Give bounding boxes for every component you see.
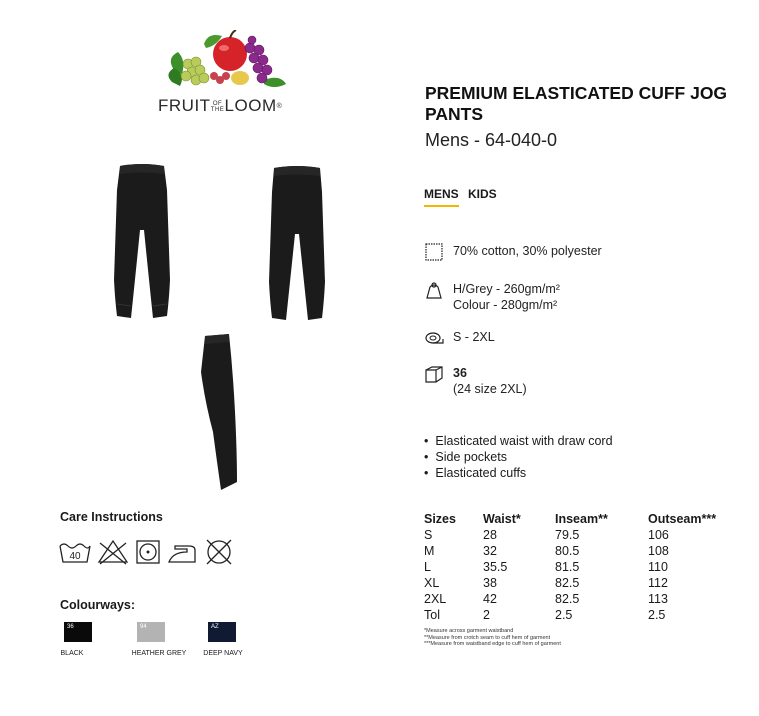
spec-weight: H/Grey - 260gm/m² Colour - 280gm/m² <box>424 280 744 314</box>
spec-fabric: 70% cotton, 30% polyester <box>424 242 744 262</box>
feature-list <box>424 433 613 481</box>
table-row: 2XL 42 82.5 113 <box>424 592 668 606</box>
list-item: • Elasticated waist with draw cord <box>424 433 613 449</box>
tape-measure-icon <box>424 328 444 348</box>
column-header: Waist* <box>483 512 521 526</box>
column-header: Outseam*** <box>648 512 717 526</box>
table-row: Tol 2 2.5 2.5 <box>424 608 666 622</box>
product-subtitle: Mens - 64-040-0 <box>425 130 558 150</box>
table-header-row <box>424 511 738 527</box>
size-table <box>424 511 738 623</box>
brand-wordmark: FRUIT OF THELOOM® <box>158 96 283 115</box>
no-dry-clean-icon <box>207 540 231 564</box>
product-title: PREMIUM ELASTICATED CUFF JOG PANTS <box>425 83 728 124</box>
care-icons <box>59 538 239 568</box>
product-front-image <box>113 160 171 320</box>
care-title: Care Instructions <box>60 510 163 524</box>
table-row: S 28 79.5 106 <box>424 528 669 542</box>
wash-40-icon <box>60 544 90 562</box>
gender-tabs <box>424 187 503 207</box>
no-bleach-icon <box>99 541 127 564</box>
swatch-heather-grey[interactable]: 94 <box>137 622 165 642</box>
box-icon <box>424 364 444 384</box>
swatch-deep-navy[interactable]: AZ <box>208 622 236 642</box>
tumble-dry-icon <box>137 541 159 563</box>
table-row: L 35.5 81.5 110 <box>424 560 668 574</box>
swatch-label: HEATHER GREY <box>131 650 187 657</box>
list-item: • Elasticated cuffs <box>424 465 613 481</box>
colourways-title: Colourways: <box>60 598 136 612</box>
product-back-image <box>268 162 326 322</box>
fabric-swatch-icon <box>424 242 444 262</box>
column-header: Sizes <box>424 512 456 526</box>
spec-pack: 36 (24 size 2XL) <box>424 364 744 398</box>
brand-logo <box>158 30 298 130</box>
swatch-black[interactable]: 36 <box>64 622 92 642</box>
tab-kids[interactable]: KIDS <box>468 187 497 201</box>
column-header: Inseam** <box>555 512 608 526</box>
table-row: M 32 80.5 108 <box>424 544 669 558</box>
product-side-image <box>199 332 241 492</box>
svg-text:40: 40 <box>69 551 81 562</box>
size-footnotes: *Measure across garment waistband **Measure from crotch seam to cuff hem of garment ***Measure from waistband edge to cuff hem of garment <box>424 628 561 647</box>
fruit-logo-icon <box>164 30 294 92</box>
iron-icon <box>169 546 195 562</box>
table-row: XL 38 82.5 112 <box>424 576 668 590</box>
tab-mens[interactable]: MENS <box>424 187 459 207</box>
swatch-label: DEEP NAVY <box>203 650 243 657</box>
weight-icon <box>424 280 444 300</box>
spec-size-range: S - 2XL <box>424 328 744 348</box>
list-item: • Side pockets <box>424 449 613 465</box>
swatch-label: BLACK <box>60 650 84 657</box>
